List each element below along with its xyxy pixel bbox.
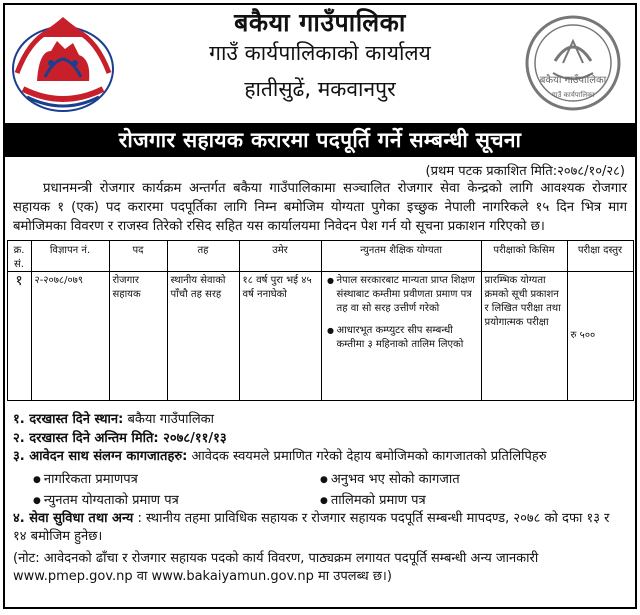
list-item (320, 490, 607, 508)
bullet-icon: ● (320, 474, 328, 485)
cell-exam-type: प्रारम्भिक योग्यता क्रमको सूची प्रकाशन र लिखित परीक्षा तथा प्रयोगात्मक परीक्षा (481, 272, 567, 401)
qualification-item: • आधारभूत कम्प्युटर सीप सम्बन्धी कम्तीमा ३ महिनाको तालिम लिएको (337, 324, 478, 352)
municipality-logo-icon (523, 13, 623, 113)
col-header-level: तह (167, 241, 239, 272)
document-name: तालिमको प्रमाण पत्र (330, 492, 426, 508)
application-deadline-label: २. दरखास्त दिने अन्तिम मिति: (13, 430, 159, 446)
facility-info (13, 510, 627, 547)
application-deadline (13, 430, 627, 449)
qualification-item: • नेपाल सरकारबाट मान्यता प्राप्त शिक्षण संस्थाबाट कम्तीमा प्रवीणता प्रमाण पत्र तह वा सो सरह उत्तीर्ण गरेको (337, 274, 478, 316)
col-header-age: उमेर (239, 241, 321, 272)
office-name: गाउँ कार्यपालिकाको कार्यालय (209, 41, 431, 65)
document-name: अनुभव भए सोको कागजात (330, 471, 460, 487)
col-header-post: पद (109, 241, 167, 272)
required-documents-label: ३. आवेदन साथ संलग्न कागजातहरु: (13, 449, 188, 464)
application-deadline-value: २०७८/११/१३ (158, 430, 227, 446)
document-list (5, 467, 635, 508)
table-header-row (7, 241, 633, 272)
col-header-qualification: न्युनतम शैक्षिक योग्यता (321, 241, 481, 272)
intro-paragraph: प्रधानमन्त्री रोजगार कार्यक्रम अन्तर्गत बकैया गाउँपालिकामा सञ्चालित रोजगार सेवा केन्द्रको लागि आवश्यक रोजगार सहायक १ (एक) पद करारमा पदपूर्तिका लागि निम्न बमोजिम योग्यता पुगेका इच्छुक नेपाली नागरिकले १५ दिन भित्र माग बमोजिमका विवरण र राजस्व तिरेको रसिद सहित यस कार्यालयमा निवेदन पेश गर्न यो सूचना प्रकाशन गरिएको छ। (13, 181, 627, 234)
col-header-ad-no: विज्ञापन नं. (31, 241, 109, 272)
notice-page (3, 3, 637, 609)
col-header-fee: परीक्षा दस्तुर (567, 241, 633, 272)
application-place-value: बकैया गाउँपालिका (123, 412, 215, 427)
bullet-icon: ● (33, 495, 41, 506)
logo-text: बकैया गाउँपालिका (539, 75, 607, 86)
org-name: बकैया गाउँपालिका (234, 8, 406, 37)
list-item (33, 490, 320, 508)
cell-post: रोजगार सहायक (109, 272, 167, 401)
cell-age: १८ वर्ष पुरा भई ४५ वर्ष ननाघेको (239, 272, 321, 401)
cell-fee: रु ५०० (567, 272, 633, 401)
bullet-icon: ● (320, 495, 328, 506)
logo-subtext: गाउँ कार्यपालिका (551, 91, 595, 99)
facility-label: ४. सेवा सुविधा तथा अन्य (13, 510, 134, 526)
details-section (5, 401, 635, 467)
application-place (13, 411, 627, 430)
office-address: हातीसुढें, मकवानपुर (244, 77, 396, 101)
col-header-sn: क्र. सं. (7, 241, 31, 272)
application-place-label: १. दरखास्त दिने स्थान: (13, 412, 124, 427)
notice-title: रोजगार सहायक करारमा पदपूर्ति गर्ने सम्बन्धी सूचना (5, 123, 635, 157)
header (5, 5, 635, 123)
col-header-exam-type: परीक्षाको किसिम (481, 241, 567, 272)
required-documents-value: आवेदक स्वयमले प्रमाणित गरेको देहाय बमोजिमको कागजातको प्रतिलिपिहरु (187, 449, 547, 464)
cell-qualification (321, 272, 481, 401)
list-item (33, 469, 320, 487)
facility-value: : स्थानीय तहमा प्राविधिक सहायक र रोजगार सहायक पदपूर्ति सम्बन्धी मापदण्ड, २०७८ को दफा १३ र १४ बमोजिम हुनेछ। (13, 510, 610, 544)
cell-level: स्थानीय सेवाको पाँचौ तह सरह (167, 272, 239, 401)
cell-ad-no: २-२०७८/०७९ (31, 272, 109, 401)
bullet-icon: ● (33, 474, 41, 485)
vacancy-table (7, 240, 634, 401)
publish-date: (प्रथम पटक प्रकाशित मिति:२०७८/१०/२८) (425, 164, 625, 179)
note-text: (नोट: आवेदनको ढाँचा र रोजगार सहायक पदको कार्य विवरण, पाठ्यक्रम लगायत पदपूर्ति सम्बन्धी अन्य जानकारी www.pmep.gov.np वा www.bakaiyamun.gov.np मा उपलब्ध छ।) (13, 550, 539, 584)
document-name: नागरिकता प्रमाणपत्र (43, 471, 138, 487)
required-documents (13, 448, 627, 467)
list-item (320, 469, 607, 487)
facility-section (5, 508, 635, 547)
document-name: न्युनतम योग्यताको प्रमाण पत्र (43, 492, 179, 508)
cell-sn: १ (7, 272, 31, 401)
table-row (7, 272, 633, 401)
